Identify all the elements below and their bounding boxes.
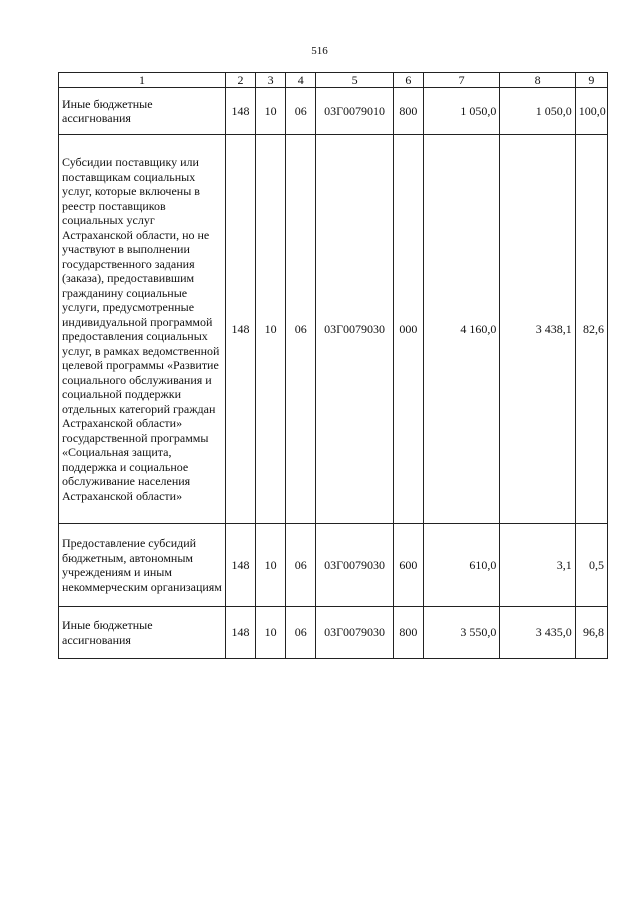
column-header-7: 7 xyxy=(423,73,499,88)
column-header-1: 1 xyxy=(59,73,226,88)
column-header-5: 5 xyxy=(316,73,393,88)
section-cell: 10 xyxy=(256,135,286,524)
amount-cell: 610,0 xyxy=(423,524,499,607)
column-header-6: 6 xyxy=(393,73,423,88)
code-cell: 148 xyxy=(225,607,255,659)
row-name-cell: Иные бюджетные ассигнования xyxy=(59,607,226,659)
expense-type-cell: 000 xyxy=(393,135,423,524)
code-cell: 148 xyxy=(225,524,255,607)
table-row xyxy=(59,88,608,135)
subsection-cell: 06 xyxy=(286,607,316,659)
table-header xyxy=(59,73,608,88)
percent-cell: 0,5 xyxy=(575,524,607,607)
code-cell: 148 xyxy=(225,135,255,524)
expense-type-cell: 800 xyxy=(393,607,423,659)
subsection-cell: 06 xyxy=(286,135,316,524)
section-cell: 10 xyxy=(256,607,286,659)
amount-cell: 1 050,0 xyxy=(423,88,499,135)
row-name-cell: Субсидии поставщику или поставщикам социальных услуг, которые включены в реестр поставщиков социальных услуг Астраханской области, но не участвуют в выполнении государственного задания (заказа), предоставившим гражданину социальные услуги, предусмотренные индивидуальной программой предоставления социальных услуг, в рамках ведомственной целевой программы «Развитие социального обслуживания и социальной поддержки отдельных категорий граждан Астраханской области» государственной программы «Социальная защита, поддержка и социальное обслуживание населения Астраханской области» xyxy=(59,135,226,524)
table-row xyxy=(59,607,608,659)
target-article-cell: 03Г0079030 xyxy=(316,607,393,659)
section-cell: 10 xyxy=(256,524,286,607)
header-row xyxy=(59,73,608,88)
percent-cell: 100,0 xyxy=(575,88,607,135)
column-header-8: 8 xyxy=(500,73,575,88)
row-name-cell: Иные бюджетные ассигнования xyxy=(59,88,226,135)
executed-cell: 3 435,0 xyxy=(500,607,575,659)
subsection-cell: 06 xyxy=(286,524,316,607)
column-header-3: 3 xyxy=(256,73,286,88)
executed-cell: 3,1 xyxy=(500,524,575,607)
column-header-2: 2 xyxy=(225,73,255,88)
column-header-9: 9 xyxy=(575,73,607,88)
target-article-cell: 03Г0079010 xyxy=(316,88,393,135)
code-cell: 148 xyxy=(225,88,255,135)
budget-table xyxy=(58,72,608,659)
row-name-cell: Предоставление субсидий бюджетным, автономным учреждениям и иным некоммерческим организациям xyxy=(59,524,226,607)
page-number: 516 xyxy=(311,45,328,57)
table-row xyxy=(59,135,608,524)
amount-cell: 3 550,0 xyxy=(423,607,499,659)
expense-type-cell: 800 xyxy=(393,88,423,135)
executed-cell: 1 050,0 xyxy=(500,88,575,135)
target-article-cell: 03Г0079030 xyxy=(316,524,393,607)
target-article-cell: 03Г0079030 xyxy=(316,135,393,524)
executed-cell: 3 438,1 xyxy=(500,135,575,524)
percent-cell: 96,8 xyxy=(575,607,607,659)
column-header-4: 4 xyxy=(286,73,316,88)
expense-type-cell: 600 xyxy=(393,524,423,607)
amount-cell: 4 160,0 xyxy=(423,135,499,524)
section-cell: 10 xyxy=(256,88,286,135)
table-row xyxy=(59,524,608,607)
percent-cell: 82,6 xyxy=(575,135,607,524)
table-body xyxy=(59,88,608,659)
subsection-cell: 06 xyxy=(286,88,316,135)
